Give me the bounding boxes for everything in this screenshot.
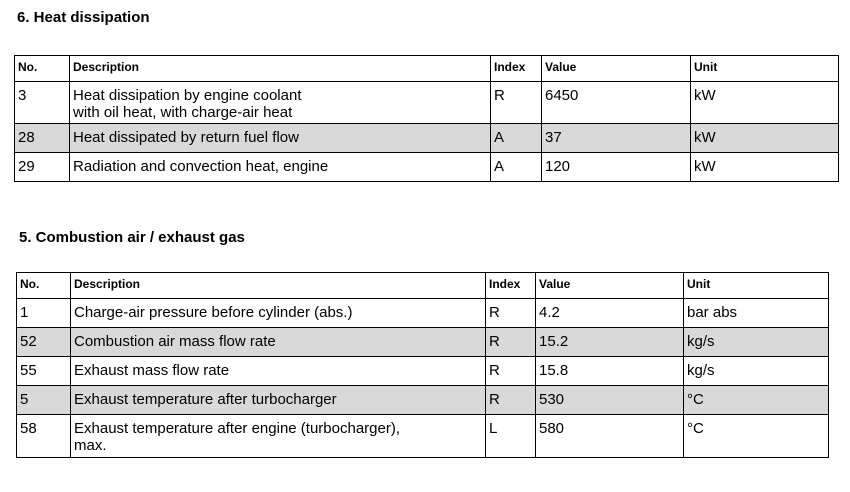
description-line: with oil heat, with charge-air heat xyxy=(73,104,293,121)
cell-description xyxy=(70,82,491,124)
cell-no: 1 xyxy=(17,299,71,328)
cell-description: Charge-air pressure before cylinder (abs.) xyxy=(71,299,486,328)
description-line: Heat dissipation by engine coolant xyxy=(73,87,302,104)
table-header-row xyxy=(17,273,829,299)
header-unit: Unit xyxy=(691,56,839,82)
cell-unit: °C xyxy=(684,415,829,458)
cell-unit: kW xyxy=(691,153,839,182)
cell-value: 15.8 xyxy=(536,357,684,386)
cell-description: Exhaust mass flow rate xyxy=(71,357,486,386)
cell-unit: kW xyxy=(691,82,839,124)
cell-description: Combustion air mass flow rate xyxy=(71,328,486,357)
cell-description: Heat dissipated by return fuel flow xyxy=(70,124,491,153)
section-title-combustion-air: 5. Combustion air / exhaust gas xyxy=(19,229,245,246)
cell-unit: kW xyxy=(691,124,839,153)
table-row xyxy=(15,153,839,182)
cell-description: Radiation and convection heat, engine xyxy=(70,153,491,182)
cell-index: A xyxy=(491,153,542,182)
table-header-row xyxy=(15,56,839,82)
header-index: Index xyxy=(491,56,542,82)
cell-unit: °C xyxy=(684,386,829,415)
header-value: Value xyxy=(536,273,684,299)
cell-index: R xyxy=(491,82,542,124)
header-value: Value xyxy=(542,56,691,82)
cell-no: 5 xyxy=(17,386,71,415)
cell-unit: bar abs xyxy=(684,299,829,328)
table-row xyxy=(15,124,839,153)
cell-value: 530 xyxy=(536,386,684,415)
cell-value: 580 xyxy=(536,415,684,458)
cell-value: 37 xyxy=(542,124,691,153)
cell-description xyxy=(71,415,486,458)
cell-index: R xyxy=(486,357,536,386)
table-row xyxy=(17,357,829,386)
header-unit: Unit xyxy=(684,273,829,299)
cell-index: R xyxy=(486,299,536,328)
cell-index: R xyxy=(486,386,536,415)
cell-no: 29 xyxy=(15,153,70,182)
table-row xyxy=(17,299,829,328)
table-row xyxy=(17,386,829,415)
description-line: Exhaust temperature after engine (turbocharger), xyxy=(74,420,401,437)
cell-value: 15.2 xyxy=(536,328,684,357)
cell-description: Exhaust temperature after turbocharger xyxy=(71,386,486,415)
header-index: Index xyxy=(486,273,536,299)
cell-no: 55 xyxy=(17,357,71,386)
cell-value: 4.2 xyxy=(536,299,684,328)
cell-index: L xyxy=(486,415,536,458)
heat-dissipation-table xyxy=(14,55,839,182)
cell-unit: kg/s xyxy=(684,357,829,386)
cell-no: 58 xyxy=(17,415,71,458)
cell-index: A xyxy=(491,124,542,153)
cell-no: 52 xyxy=(17,328,71,357)
table-row xyxy=(17,328,829,357)
header-no: No. xyxy=(17,273,71,299)
header-no: No. xyxy=(15,56,70,82)
section-title-heat-dissipation: 6. Heat dissipation xyxy=(17,9,150,26)
table-row xyxy=(15,82,839,124)
description-line: max. xyxy=(74,437,107,454)
cell-value: 120 xyxy=(542,153,691,182)
cell-no: 28 xyxy=(15,124,70,153)
table-row xyxy=(17,415,829,458)
header-description: Description xyxy=(71,273,486,299)
cell-value: 6450 xyxy=(542,82,691,124)
combustion-air-table xyxy=(16,272,829,458)
cell-unit: kg/s xyxy=(684,328,829,357)
header-description: Description xyxy=(70,56,491,82)
cell-no: 3 xyxy=(15,82,70,124)
cell-index: R xyxy=(486,328,536,357)
